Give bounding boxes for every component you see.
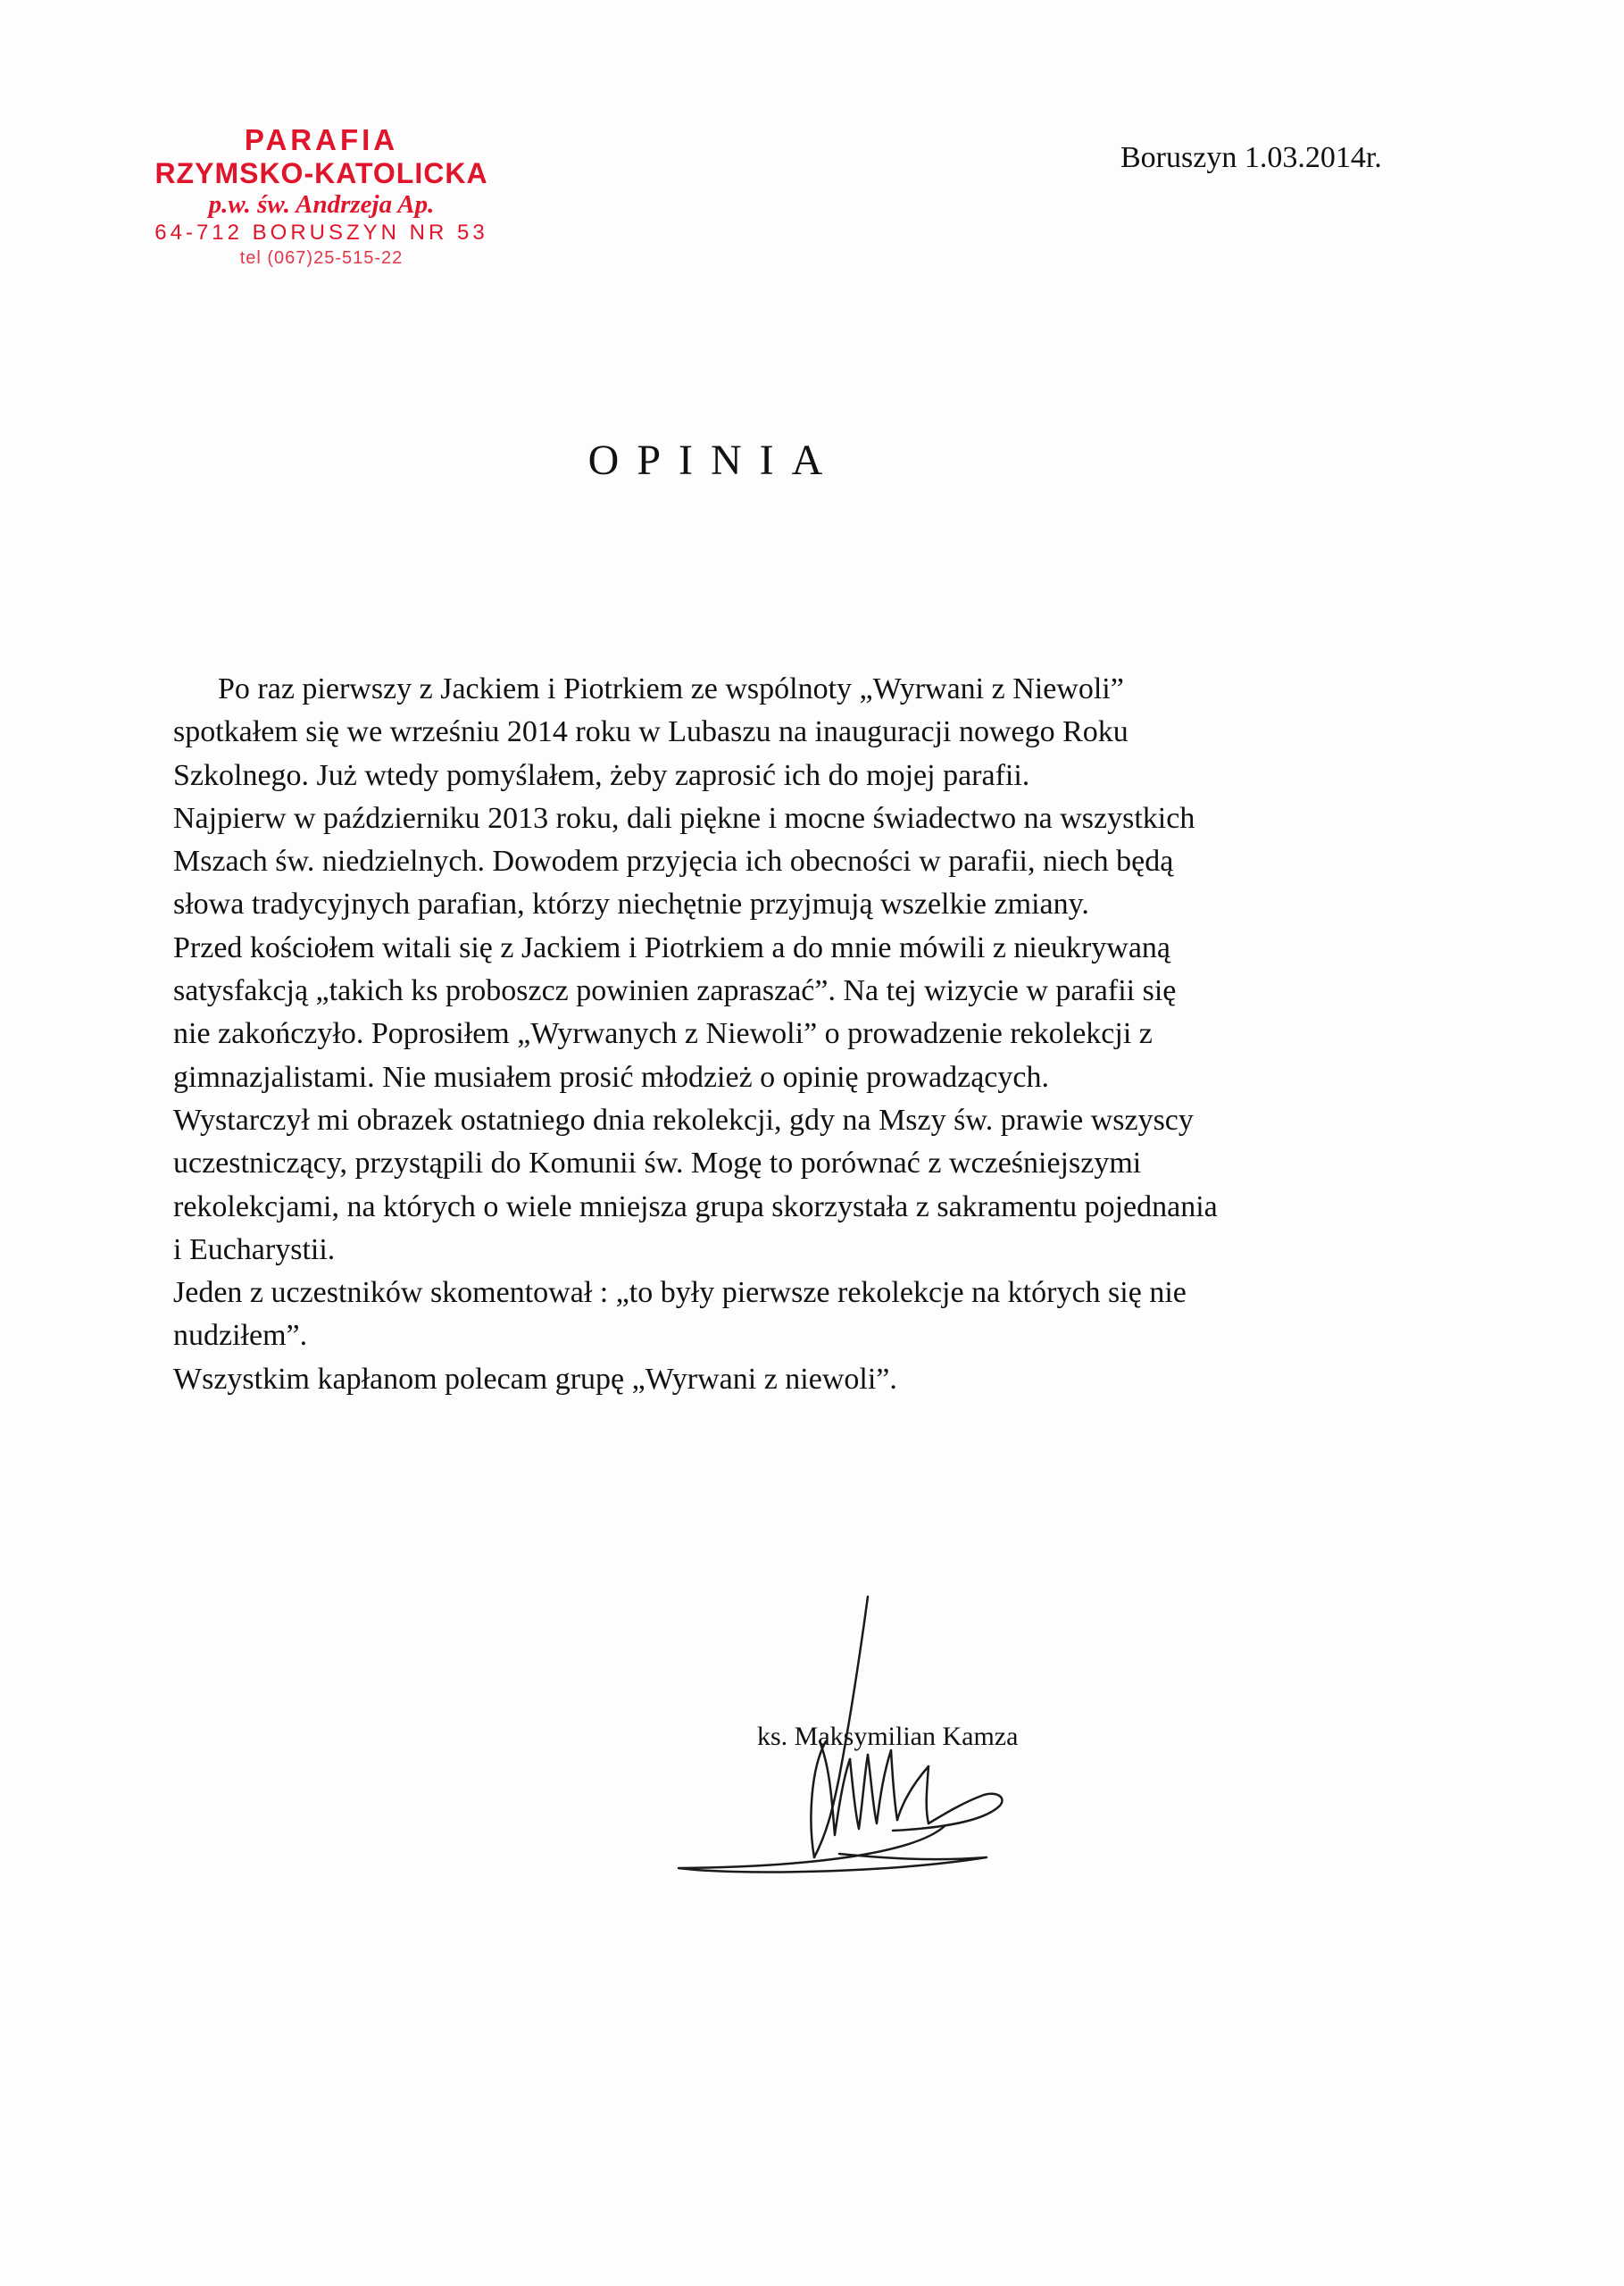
stamp-patron: p.w. św. Andrzeja Ap. <box>208 190 435 219</box>
signatory-name: ks. Maksymilian Kamza <box>757 1722 1019 1751</box>
place-and-date: Boruszyn 1.03.2014r. <box>1120 141 1382 174</box>
body-line: Najpierw w październiku 2013 roku, dali piękne i mocne świadectwo na wszystkich <box>173 801 1195 835</box>
handwritten-signature <box>661 1589 1125 1893</box>
body-line: Przed kościołem witali się z Jackiem i Piotrkiem a do mnie mówili z nieukrywaną <box>173 930 1171 964</box>
body-line: satysfakcją „takich ks proboszcz powinien zapraszać”. Na tej wizycie w parafii się <box>173 974 1177 1008</box>
body-line: Szkolnego. Już wtedy pomyślałem, żeby zaprosić ich do mojej parafii. <box>173 758 1030 792</box>
stamp-parish-label: PARAFIA <box>244 123 399 156</box>
stamp-parish-type: RZYMSKO-KATOLICKA <box>154 157 488 189</box>
body-line: uczestniczący, przystąpili do Komunii św. Mogę to porównać z wcześniejszymi <box>173 1147 1142 1181</box>
body-line: rekolekcjami, na których o wiele mniejsza grupa skorzystała z sakramentu pojednania <box>173 1189 1218 1223</box>
body-line: słowa tradycyjnych parafian, którzy niechętnie przyjmują wszelkie zmiany. <box>173 888 1089 922</box>
document-title: OPINIA <box>587 437 841 484</box>
body-line: Mszach św. niedzielnych. Dowodem przyjęcia ich obecności w parafii, niech będą <box>173 845 1174 879</box>
body-line: nudziłem”. <box>173 1319 308 1353</box>
body-line: spotkałem się we wrześniu 2014 roku w Lubaszu na inauguracji nowego Roku <box>173 715 1128 749</box>
stamp-address: 64-712 BORUSZYN NR 53 <box>154 221 488 245</box>
parish-stamp <box>125 123 518 270</box>
body-line: nie zakończyło. Poprosiłem „Wyrwanych z Niewoli” o prowadzenie rekolekcji z <box>173 1017 1153 1051</box>
letter-body <box>173 668 1477 1401</box>
body-line: Po raz pierwszy z Jackiem i Piotrkiem ze wspólnoty „Wyrwani z Niewoli” <box>218 672 1124 705</box>
body-line: Wystarczył mi obrazek ostatniego dnia rekolekcji, gdy na Mszy św. prawie wszyscy <box>173 1103 1194 1137</box>
body-line: i Eucharystii. <box>173 1232 336 1266</box>
body-line: gimnazjalistami. Nie musiałem prosić młodzież o opinię prowadzących. <box>173 1060 1049 1094</box>
body-line: Jeden z uczestników skomentował : „to były pierwsze rekolekcje na których się nie <box>173 1276 1187 1310</box>
stamp-phone: tel (067)25-515-22 <box>239 248 404 268</box>
body-line: Wszystkim kapłanom polecam grupę „Wyrwani z niewoli”. <box>173 1362 897 1396</box>
